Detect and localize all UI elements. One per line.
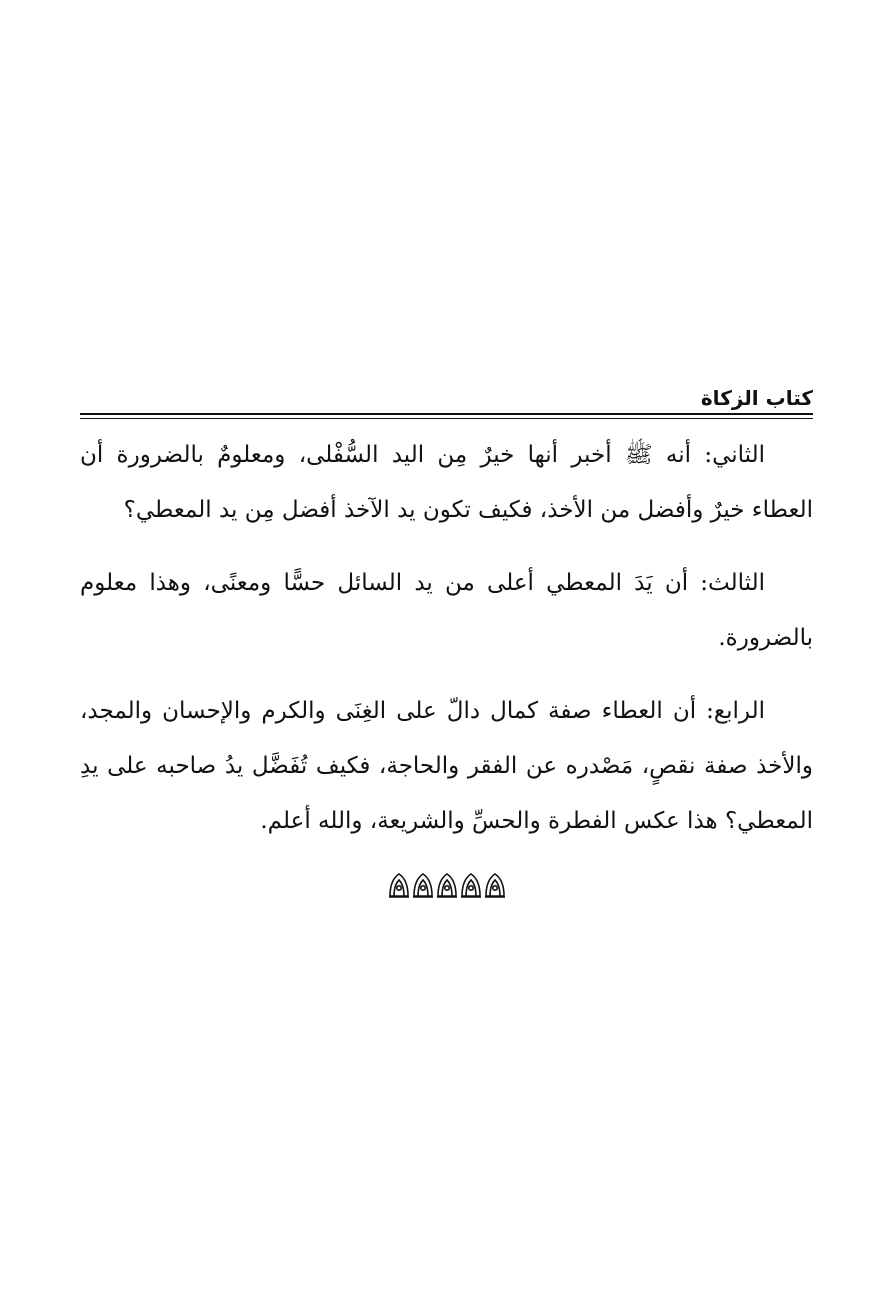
body-text — [80, 428, 813, 867]
floral-ornament-icon — [386, 870, 508, 900]
header-rule-thin — [80, 418, 813, 419]
paragraph-second-point: الثاني: أنه ﷺ أخبر أنها خيرٌ مِن اليد السُّفْلى، ومعلومٌ بالضرورة أن العطاء خيرٌ وأفضل من الأخذ، فكيف تكون يد الآخذ أفضل مِن يد المعطي؟ — [80, 442, 813, 523]
paragraph-fourth-point: الرابع: أن العطاء صفة كمال دالّ على الغِنَى والكرم والإحسان والمجد، والأخذ صفة نقصٍ، مَصْدره عن الفقر والحاجة، فكيف تُفَضَّل يدُ صاحبه على يدِ المعطي؟ هذا عكس الفطرة والحسِّ والشريعة، والله أعلم. — [80, 698, 813, 834]
running-header-title: كتاب الزكاة — [700, 386, 813, 410]
paragraph-third-point: الثالث: أن يَدَ المعطي أعلى من يد السائل حسًّا ومعنًى، وهذا معلوم بالضرورة. — [80, 570, 813, 651]
header-rule-thick — [80, 413, 813, 415]
